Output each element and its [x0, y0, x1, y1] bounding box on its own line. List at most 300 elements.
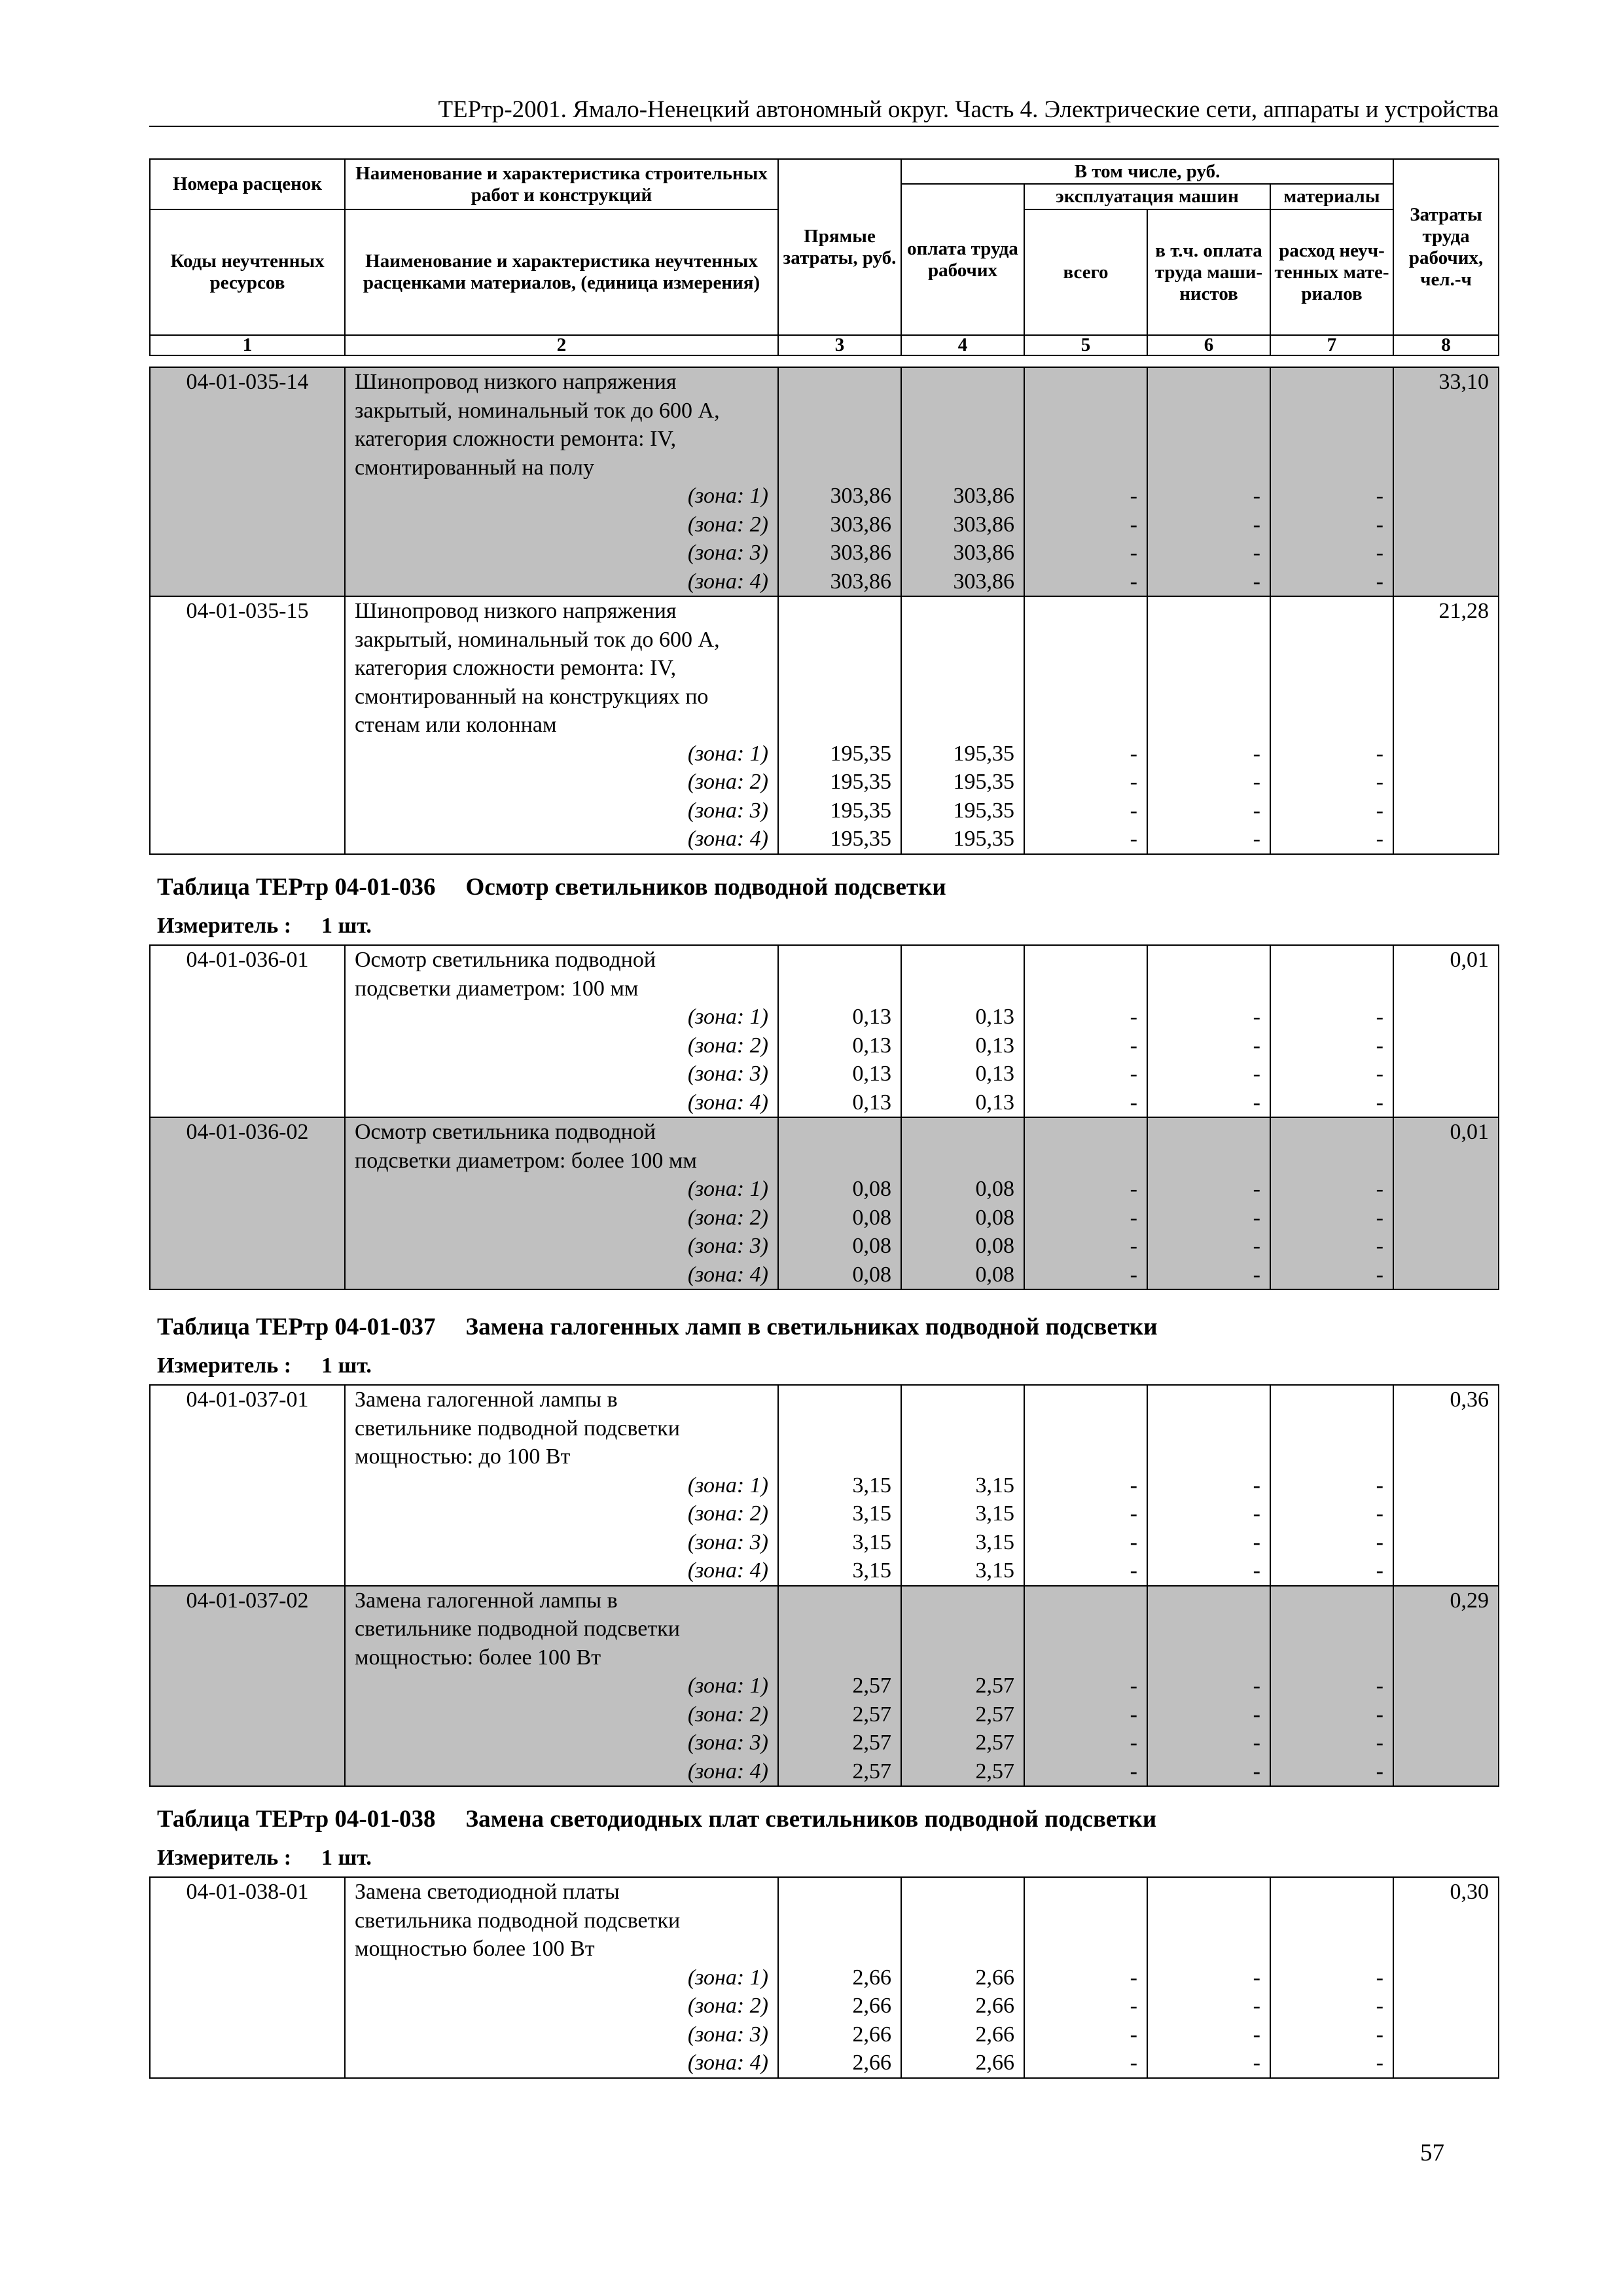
column-header-table — [149, 158, 1499, 356]
header-material-name: Наименование и характеристика неучтенных расценками материалов, (единица измерения) — [345, 209, 778, 335]
empty-cell — [901, 1907, 1024, 1935]
direct-costs: 3,15 — [778, 1528, 901, 1557]
material-costs: - — [1270, 797, 1393, 825]
empty-cell — [1147, 654, 1270, 683]
worker-wages: 303,86 — [901, 482, 1024, 511]
machine-costs: - — [1024, 539, 1147, 567]
labor-hours: 0,01 — [1393, 945, 1499, 1117]
direct-costs: 195,35 — [778, 740, 901, 768]
table-row — [150, 2049, 1499, 2078]
direct-costs: 2,66 — [778, 2049, 901, 2078]
table-row — [150, 1528, 1499, 1557]
material-costs: - — [1270, 1528, 1393, 1557]
machinist-wages: - — [1147, 1672, 1270, 1700]
table-number: Таблица ТЕРтр 04-01-036 — [157, 874, 436, 901]
work-description: подсветки диаметром: 100 мм — [345, 975, 778, 1003]
empty-cell — [778, 1643, 901, 1672]
worker-wages: 2,57 — [901, 1700, 1024, 1729]
work-description: Шинопровод низкого напряжения — [345, 596, 778, 626]
machine-costs: - — [1024, 482, 1147, 511]
work-description: стенам или колоннам — [345, 711, 778, 740]
empty-cell — [1147, 975, 1270, 1003]
empty-cell — [778, 1414, 901, 1443]
table-number: Таблица ТЕРтр 04-01-038 — [157, 1806, 436, 1833]
machine-costs: - — [1024, 1992, 1147, 2020]
machine-costs: - — [1024, 1964, 1147, 1992]
empty-cell — [901, 1643, 1024, 1672]
machinist-wages: - — [1147, 1088, 1270, 1118]
worker-wages: 195,35 — [901, 797, 1024, 825]
direct-costs: 195,35 — [778, 768, 901, 797]
zone-label: (зона: 3) — [345, 539, 778, 567]
table-row — [150, 1877, 1499, 1907]
worker-wages: 2,57 — [901, 1729, 1024, 1757]
empty-cell — [1147, 683, 1270, 711]
empty-cell — [1024, 945, 1147, 975]
table-title: Замена светодиодных плат светильников подводной подсветки — [465, 1806, 1157, 1833]
direct-costs: 0,08 — [778, 1175, 901, 1204]
rate-code: 04-01-038-01 — [150, 1877, 345, 2078]
zone-label: (зона: 4) — [345, 2049, 778, 2078]
empty-cell — [1024, 1877, 1147, 1907]
material-costs: - — [1270, 1672, 1393, 1700]
direct-costs: 2,57 — [778, 1672, 901, 1700]
header-direct-costs: Прямые затраты, руб. — [778, 159, 901, 335]
direct-costs: 195,35 — [778, 825, 901, 854]
zone-label: (зона: 4) — [345, 567, 778, 597]
machine-costs: - — [1024, 797, 1147, 825]
table-row — [150, 1907, 1499, 1935]
table-row — [150, 1992, 1499, 2020]
worker-wages: 195,35 — [901, 740, 1024, 768]
machinist-wages: - — [1147, 1700, 1270, 1729]
machine-costs: - — [1024, 1757, 1147, 1787]
machine-costs: - — [1024, 1060, 1147, 1088]
machinist-wages: - — [1147, 1003, 1270, 1031]
empty-cell — [1147, 711, 1270, 740]
zone-label: (зона: 3) — [345, 1232, 778, 1261]
machine-costs: - — [1024, 1471, 1147, 1500]
empty-cell — [778, 454, 901, 482]
table-row — [150, 1443, 1499, 1471]
empty-cell — [1024, 975, 1147, 1003]
zone-label: (зона: 2) — [345, 768, 778, 797]
empty-cell — [1270, 1443, 1393, 1471]
empty-cell — [1024, 596, 1147, 626]
machine-costs: - — [1024, 1204, 1147, 1232]
work-description: Осмотр светильника подводной — [345, 1117, 778, 1147]
table-row — [150, 1204, 1499, 1232]
empty-cell — [1024, 711, 1147, 740]
work-description: светильника подводной подсветки — [345, 1907, 778, 1935]
empty-cell — [1270, 1907, 1393, 1935]
empty-cell — [901, 1586, 1024, 1615]
meter-value: 1 шт. — [321, 1354, 372, 1378]
table-row — [150, 1556, 1499, 1586]
material-costs: - — [1270, 1729, 1393, 1757]
table-title: Замена галогенных ламп в светильниках подводной подсветки — [465, 1314, 1158, 1340]
machinist-wages: - — [1147, 1261, 1270, 1290]
empty-cell — [901, 626, 1024, 655]
machine-costs: - — [1024, 567, 1147, 597]
worker-wages: 0,13 — [901, 1031, 1024, 1060]
empty-cell — [1147, 1117, 1270, 1147]
zone-label: (зона: 4) — [345, 1757, 778, 1787]
empty-cell — [778, 945, 901, 975]
machine-costs: - — [1024, 1499, 1147, 1528]
empty-cell — [901, 596, 1024, 626]
work-description: смонтированный на конструкциях по — [345, 683, 778, 711]
direct-costs: 2,57 — [778, 1729, 901, 1757]
machinist-wages: - — [1147, 1471, 1270, 1500]
empty-cell — [778, 367, 901, 397]
work-description: светильнике подводной подсветки — [345, 1615, 778, 1643]
work-description: закрытый, номинальный ток до 600 А, — [345, 626, 778, 655]
table-row — [150, 1003, 1499, 1031]
empty-cell — [778, 397, 901, 425]
machinist-wages: - — [1147, 1729, 1270, 1757]
empty-cell — [778, 683, 901, 711]
column-number: 5 — [1024, 335, 1147, 355]
empty-cell — [1270, 596, 1393, 626]
material-costs: - — [1270, 768, 1393, 797]
table-heading — [157, 1805, 1156, 1834]
empty-cell — [1270, 1586, 1393, 1615]
direct-costs: 195,35 — [778, 797, 901, 825]
work-description: Замена галогенной лампы в — [345, 1586, 778, 1615]
machine-costs: - — [1024, 1175, 1147, 1204]
machine-costs: - — [1024, 740, 1147, 768]
rate-code: 04-01-037-02 — [150, 1586, 345, 1787]
empty-cell — [901, 1615, 1024, 1643]
unit-of-measure — [157, 1845, 372, 1871]
page-number: 57 — [1420, 2140, 1444, 2166]
meter-label: Измеритель : — [157, 1846, 292, 1870]
empty-cell — [1024, 683, 1147, 711]
empty-cell — [1024, 1443, 1147, 1471]
worker-wages: 3,15 — [901, 1556, 1024, 1586]
zone-label: (зона: 2) — [345, 1204, 778, 1232]
machine-costs: - — [1024, 1672, 1147, 1700]
material-costs: - — [1270, 1031, 1393, 1060]
zone-label: (зона: 1) — [345, 1003, 778, 1031]
worker-wages: 195,35 — [901, 825, 1024, 854]
table-row — [150, 1672, 1499, 1700]
empty-cell — [778, 1615, 901, 1643]
empty-cell — [778, 1385, 901, 1414]
zone-label: (зона: 1) — [345, 740, 778, 768]
table-row — [150, 740, 1499, 768]
empty-cell — [1024, 654, 1147, 683]
worker-wages: 0,13 — [901, 1003, 1024, 1031]
header-including: В том числе, руб. — [901, 159, 1393, 184]
empty-cell — [1147, 454, 1270, 482]
table-row — [150, 1499, 1499, 1528]
empty-cell — [1024, 454, 1147, 482]
empty-cell — [901, 397, 1024, 425]
header-worker-wages: оплата труда рабочих — [901, 184, 1024, 335]
empty-cell — [1024, 1586, 1147, 1615]
zone-label: (зона: 3) — [345, 1060, 778, 1088]
worker-wages: 2,57 — [901, 1672, 1024, 1700]
direct-costs: 2,66 — [778, 1964, 901, 1992]
empty-cell — [901, 1117, 1024, 1147]
empty-cell — [1147, 425, 1270, 454]
header-material-consumption: расход неуч-тенных мате-риалов — [1270, 209, 1393, 335]
worker-wages: 0,08 — [901, 1175, 1024, 1204]
direct-costs: 0,13 — [778, 1003, 901, 1031]
table-row — [150, 1060, 1499, 1088]
table-number: Таблица ТЕРтр 04-01-037 — [157, 1314, 436, 1340]
empty-cell — [901, 1443, 1024, 1471]
material-costs: - — [1270, 1175, 1393, 1204]
zone-label: (зона: 1) — [345, 1471, 778, 1500]
labor-hours: 0,30 — [1393, 1877, 1499, 2078]
material-costs: - — [1270, 1964, 1393, 1992]
empty-cell — [1024, 1643, 1147, 1672]
empty-cell — [1270, 425, 1393, 454]
empty-cell — [778, 596, 901, 626]
column-number: 6 — [1147, 335, 1270, 355]
material-costs: - — [1270, 1757, 1393, 1787]
header-work-name: Наименование и характеристика строительных работ и конструкций — [345, 159, 778, 209]
empty-cell — [778, 1443, 901, 1471]
empty-cell — [778, 1586, 901, 1615]
empty-cell — [901, 1935, 1024, 1964]
machinist-wages: - — [1147, 797, 1270, 825]
direct-costs: 0,08 — [778, 1204, 901, 1232]
work-description: Осмотр светильника подводной — [345, 945, 778, 975]
empty-cell — [1270, 1877, 1393, 1907]
empty-cell — [1147, 367, 1270, 397]
machinist-wages: - — [1147, 1031, 1270, 1060]
material-costs: - — [1270, 1204, 1393, 1232]
column-number: 4 — [901, 335, 1024, 355]
table-row — [150, 975, 1499, 1003]
work-description: Замена галогенной лампы в — [345, 1385, 778, 1414]
material-costs: - — [1270, 1088, 1393, 1118]
empty-cell — [1147, 1586, 1270, 1615]
table-row — [150, 768, 1499, 797]
table-title: Осмотр светильников подводной подсветки — [465, 874, 946, 901]
work-description: смонтированный на полу — [345, 454, 778, 482]
empty-cell — [1270, 654, 1393, 683]
direct-costs: 303,86 — [778, 482, 901, 511]
rate-code: 04-01-036-02 — [150, 1117, 345, 1289]
worker-wages: 303,86 — [901, 567, 1024, 597]
empty-cell — [1024, 1615, 1147, 1643]
empty-cell — [901, 1385, 1024, 1414]
table-row — [150, 711, 1499, 740]
direct-costs: 0,13 — [778, 1088, 901, 1118]
table-row — [150, 454, 1499, 482]
empty-cell — [1147, 1615, 1270, 1643]
rate-table — [149, 367, 1499, 855]
material-costs: - — [1270, 2020, 1393, 2049]
table-row — [150, 1147, 1499, 1175]
direct-costs: 2,57 — [778, 1700, 901, 1729]
table-row — [150, 1414, 1499, 1443]
table-heading — [157, 1313, 1158, 1342]
machinist-wages: - — [1147, 1499, 1270, 1528]
column-number: 7 — [1270, 335, 1393, 355]
machinist-wages: - — [1147, 1964, 1270, 1992]
machinist-wages: - — [1147, 1528, 1270, 1557]
machine-costs: - — [1024, 768, 1147, 797]
header-rate-numbers: Номера расценок — [150, 159, 345, 209]
header-machines-total: всего — [1024, 209, 1147, 335]
empty-cell — [778, 711, 901, 740]
table-row — [150, 1700, 1499, 1729]
zone-label: (зона: 2) — [345, 1499, 778, 1528]
empty-cell — [901, 975, 1024, 1003]
table-row — [150, 2020, 1499, 2049]
direct-costs: 303,86 — [778, 511, 901, 539]
machinist-wages: - — [1147, 482, 1270, 511]
header-machinist-wages: в т.ч. оплата труда маши-нистов — [1147, 209, 1270, 335]
direct-costs: 0,08 — [778, 1261, 901, 1290]
table-row — [150, 367, 1499, 397]
empty-cell — [1147, 1643, 1270, 1672]
material-costs: - — [1270, 1700, 1393, 1729]
worker-wages: 0,08 — [901, 1204, 1024, 1232]
unit-of-measure — [157, 1353, 372, 1379]
empty-cell — [1270, 711, 1393, 740]
empty-cell — [901, 367, 1024, 397]
machinist-wages: - — [1147, 1757, 1270, 1787]
table-row — [150, 1964, 1499, 1992]
meter-label: Измеритель : — [157, 914, 292, 938]
table-row — [150, 482, 1499, 511]
empty-cell — [1024, 1147, 1147, 1175]
zone-label: (зона: 4) — [345, 825, 778, 854]
worker-wages: 2,66 — [901, 1992, 1024, 2020]
empty-cell — [1147, 596, 1270, 626]
empty-cell — [1024, 397, 1147, 425]
empty-cell — [1147, 1414, 1270, 1443]
table-row — [150, 1117, 1499, 1147]
work-description: мощностью: до 100 Вт — [345, 1443, 778, 1471]
empty-cell — [1024, 1935, 1147, 1964]
empty-cell — [1270, 1615, 1393, 1643]
labor-hours: 0,29 — [1393, 1586, 1499, 1787]
rate-table — [149, 944, 1499, 1290]
machinist-wages: - — [1147, 768, 1270, 797]
machinist-wages: - — [1147, 567, 1270, 597]
direct-costs: 3,15 — [778, 1556, 901, 1586]
material-costs: - — [1270, 1261, 1393, 1290]
table-row — [150, 1385, 1499, 1414]
machinist-wages: - — [1147, 1060, 1270, 1088]
header-resource-codes: Коды неучтенных ресурсов — [150, 209, 345, 335]
machinist-wages: - — [1147, 2020, 1270, 2049]
empty-cell — [1270, 683, 1393, 711]
worker-wages: 0,13 — [901, 1060, 1024, 1088]
worker-wages: 2,57 — [901, 1757, 1024, 1787]
table-row — [150, 1261, 1499, 1290]
material-costs: - — [1270, 1499, 1393, 1528]
empty-cell — [1147, 1147, 1270, 1175]
empty-cell — [1270, 626, 1393, 655]
zone-label: (зона: 4) — [345, 1261, 778, 1290]
empty-cell — [901, 683, 1024, 711]
machinist-wages: - — [1147, 2049, 1270, 2078]
material-costs: - — [1270, 482, 1393, 511]
direct-costs: 303,86 — [778, 539, 901, 567]
direct-costs: 2,57 — [778, 1757, 901, 1787]
header-labor-costs: Затраты труда рабочих, чел.-ч — [1393, 159, 1499, 335]
empty-cell — [1147, 1935, 1270, 1964]
empty-cell — [1270, 1643, 1393, 1672]
table-row — [150, 1232, 1499, 1261]
header-machine-operation: эксплуатация машин — [1024, 184, 1270, 209]
worker-wages: 0,08 — [901, 1232, 1024, 1261]
material-costs: - — [1270, 1003, 1393, 1031]
labor-hours: 0,36 — [1393, 1385, 1499, 1586]
empty-cell — [778, 626, 901, 655]
work-description: закрытый, номинальный ток до 600 А, — [345, 397, 778, 425]
machinist-wages: - — [1147, 511, 1270, 539]
table-row — [150, 654, 1499, 683]
empty-cell — [1147, 397, 1270, 425]
machine-costs: - — [1024, 1261, 1147, 1290]
zone-label: (зона: 3) — [345, 797, 778, 825]
machine-costs: - — [1024, 1729, 1147, 1757]
table-row — [150, 596, 1499, 626]
table-row — [150, 1175, 1499, 1204]
zone-label: (зона: 2) — [345, 1992, 778, 2020]
work-description: Замена светодиодной платы — [345, 1877, 778, 1907]
machine-costs: - — [1024, 1232, 1147, 1261]
empty-cell — [1270, 397, 1393, 425]
table-heading — [157, 873, 946, 902]
rate-code: 04-01-036-01 — [150, 945, 345, 1117]
empty-cell — [1270, 945, 1393, 975]
machine-costs: - — [1024, 2049, 1147, 2078]
material-costs: - — [1270, 511, 1393, 539]
meter-value: 1 шт. — [321, 914, 372, 938]
empty-cell — [1024, 1414, 1147, 1443]
empty-cell — [1024, 626, 1147, 655]
rate-code: 04-01-035-14 — [150, 367, 345, 596]
work-description: мощностью: более 100 Вт — [345, 1643, 778, 1672]
empty-cell — [1270, 1147, 1393, 1175]
empty-cell — [901, 654, 1024, 683]
zone-label: (зона: 1) — [345, 1175, 778, 1204]
empty-cell — [778, 1935, 901, 1964]
empty-cell — [901, 1877, 1024, 1907]
empty-cell — [1024, 367, 1147, 397]
direct-costs: 2,66 — [778, 2020, 901, 2049]
material-costs: - — [1270, 1992, 1393, 2020]
empty-cell — [901, 711, 1024, 740]
empty-cell — [1147, 1443, 1270, 1471]
direct-costs: 303,86 — [778, 567, 901, 597]
machinist-wages: - — [1147, 1175, 1270, 1204]
material-costs: - — [1270, 825, 1393, 854]
material-costs: - — [1270, 567, 1393, 597]
table-row — [150, 425, 1499, 454]
zone-label: (зона: 2) — [345, 1031, 778, 1060]
table-row — [150, 1088, 1499, 1118]
empty-cell — [1270, 1414, 1393, 1443]
work-description: Шинопровод низкого напряжения — [345, 367, 778, 397]
worker-wages: 3,15 — [901, 1499, 1024, 1528]
empty-cell — [1147, 1907, 1270, 1935]
empty-cell — [1270, 1385, 1393, 1414]
table-row — [150, 567, 1499, 597]
table-row — [150, 797, 1499, 825]
